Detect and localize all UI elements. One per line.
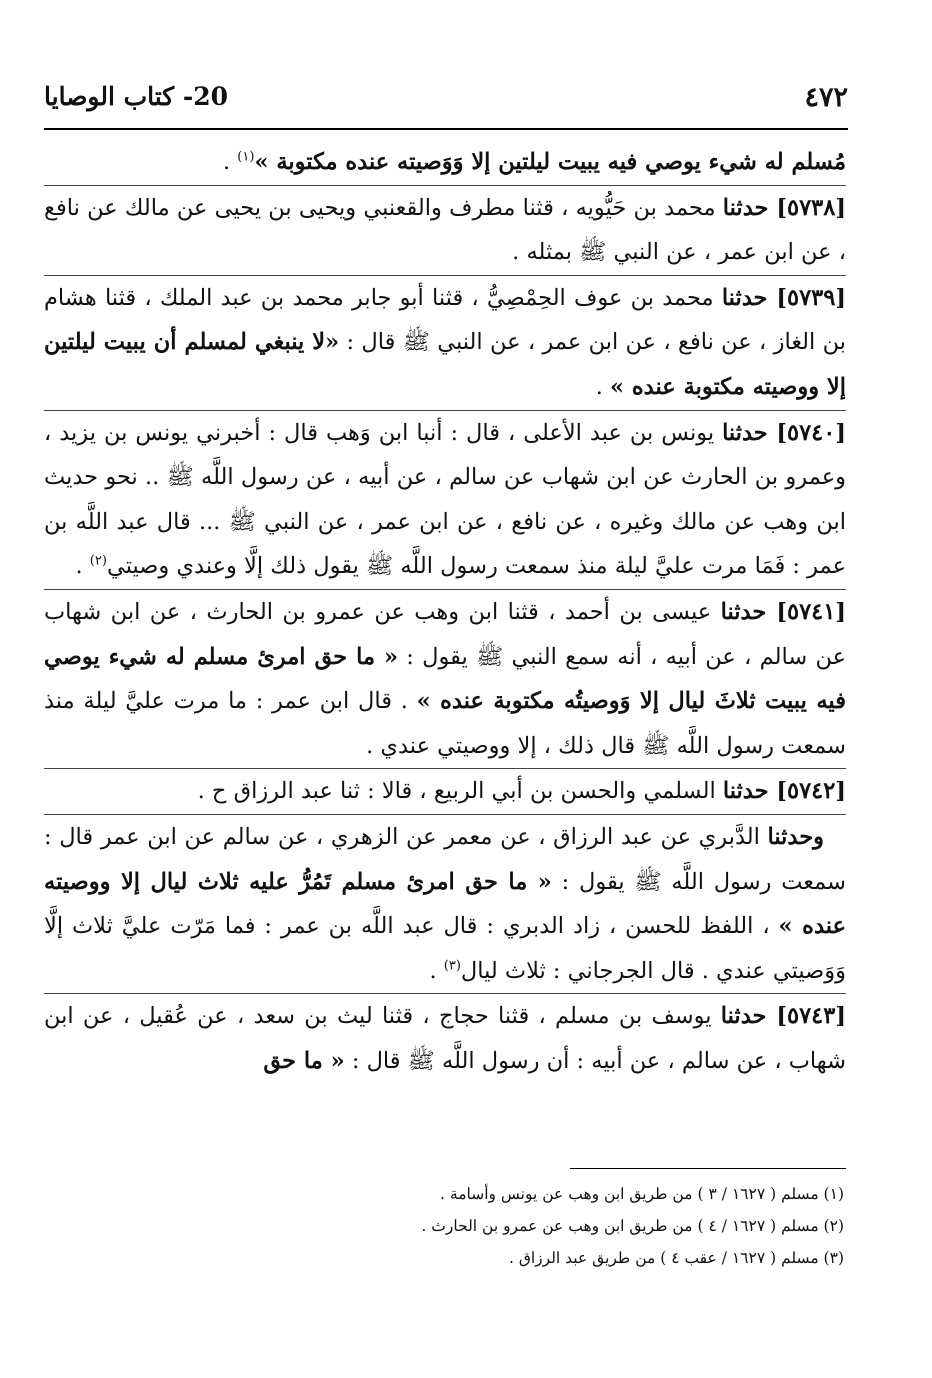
text-run: ، اللفظ للحسن ، زاد الدبري : قال عبد اللَّه بن عمر : فما مَرّت عليَّ ثلاث إلَّا وَوَصيتي عندي . قال الجرجاني : ثلاث ليال xyxy=(44,913,846,984)
bold-text: «لا ينبغي لمسلم أن يبيت ليلتين إلا ووصيته مكتوبة عنده » xyxy=(44,329,846,400)
footnote-divider xyxy=(570,1168,846,1169)
bold-text: [٥٧٤١] حدثنا xyxy=(720,598,847,625)
bold-text: [٥٧٣٩] حدثنا xyxy=(721,284,846,311)
bold-text: « ما حق امرئ مسلم تَمُرُّ عليه ثلاث ليال إلا ووصيته عنده » xyxy=(44,868,846,940)
text-run: السلمي والحسن بن أبي الربيع ، قالا : ثنا عبد الرزاق ح . xyxy=(197,778,723,805)
hadith-paragraph xyxy=(44,768,846,814)
bold-text: [٥٧٤٣] حدثنا xyxy=(720,1003,847,1030)
main-text xyxy=(44,140,846,1083)
footnote-3: (٣) مسلم ( ١٦٢٧ / عقب ٤ ) من طريق عبد الرزاق . xyxy=(508,1249,844,1267)
chapter-title: 20- كتاب الوصايا xyxy=(44,82,229,111)
page-number: ٤٧٢ xyxy=(804,82,848,113)
text-run: عيسى بن أحمد ، قثنا ابن وهب عن عمرو بن الحارث ، عن ابن شهاب عن سالم ، عن أبيه ، أنه سمع النبي ﷺ يقول : xyxy=(44,598,846,670)
hadith-paragraph xyxy=(44,410,846,589)
text-run: . xyxy=(75,553,90,580)
footnote-2: (٢) مسلم ( ١٦٢٧ / ٤ ) من طريق ابن وهب عن عمرو بن الحارث . xyxy=(421,1217,844,1235)
running-header xyxy=(44,78,848,122)
bold-text: [٥٧٣٨] حدثنا xyxy=(722,194,846,221)
text-run: . قال ابن عمر : ما مرت عليَّ ليلة منذ سمعت رسول اللَّه ﷺ قال ذلك ، إلا ووصيتي عندي . xyxy=(44,688,846,759)
footnote-ref: (١) xyxy=(237,149,255,165)
hadith-paragraph xyxy=(44,185,846,275)
bold-text: [٥٧٤٢] حدثنا xyxy=(722,778,846,805)
text-run: . xyxy=(595,373,610,400)
text-run: محمد بن عوف الحِمْصِيُّ ، قثنا أبو جابر محمد بن عبد الملك ، قثنا هشام بن الغاز ، عن نافع ، عن ابن عمر ، عن النبي ﷺ قال : xyxy=(44,284,846,356)
hadith-paragraph xyxy=(44,814,846,993)
hadith-paragraph xyxy=(44,589,846,768)
hadith-paragraph xyxy=(44,140,846,185)
footnotes xyxy=(44,1178,844,1274)
text-run: محمد بن حَيُّويه ، قثنا مطرف والقعنبي ويحيى بن يحيى عن مالك عن نافع ، عن ابن عمر ، عن النبي ﷺ بمثله . xyxy=(44,194,846,266)
text-run: يونس بن عبد الأعلى ، قال : أنبا ابن وَهب قال : أخبرني يونس بن يزيد ، وعمرو بن الحارث عن ابن شهاب عن سالم ، عن أبيه ، عن رسول اللَّه ﷺ .. نحو حديث ابن وهب عن مالك وغيره ، عن نافع ، عن ابن عمر ، عن النبي ﷺ ... قال عبد اللَّه بن عمر : فَمَا مرت عليَّ ليلة منذ سمعت رسول اللَّه ﷺ يقول ذلك إلَّا وعندي وصيتي xyxy=(44,419,846,580)
footnote-1: (١) مسلم ( ١٦٢٧ / ٣ ) من طريق ابن وهب عن يونس وأسامة . xyxy=(440,1185,844,1203)
hadith-paragraph xyxy=(44,275,846,410)
bold-text: وحدثنا xyxy=(767,823,824,850)
text-run: الدَّبري عن عبد الرزاق ، عن معمر عن الزهري ، عن سالم عن ابن عمر قال : سمعت رسول اللَّه ﷺ يقول : xyxy=(44,823,847,895)
footnote-ref: (٢) xyxy=(89,553,107,569)
hadith-paragraph xyxy=(44,993,846,1083)
bold-text: مُسلم له شيء يوصي فيه يبيت ليلتين إلا وَوَصيته عنده مكتوبة » xyxy=(254,149,846,175)
footnote-ref: (٣) xyxy=(443,958,461,974)
bold-text: « ما حق امرئ مسلم له شيء يوصي فيه يبيت ثلاثَ ليال إلا وَوصيتُه مكتوبة عنده » xyxy=(44,643,846,715)
bold-text: [٥٧٤٠] حدثنا xyxy=(722,419,847,446)
text-run: . xyxy=(222,149,238,175)
text-run: . xyxy=(429,957,444,984)
bold-text: « ما حق xyxy=(263,1047,345,1074)
header-rule xyxy=(44,128,848,130)
text-run: يوسف بن مسلم ، قثنا حجاج ، قثنا ليث بن سعد ، عن عُقيل ، عن ابن شهاب ، عن سالم ، عن أبيه : أن رسول اللَّه ﷺ قال : xyxy=(44,1003,846,1074)
